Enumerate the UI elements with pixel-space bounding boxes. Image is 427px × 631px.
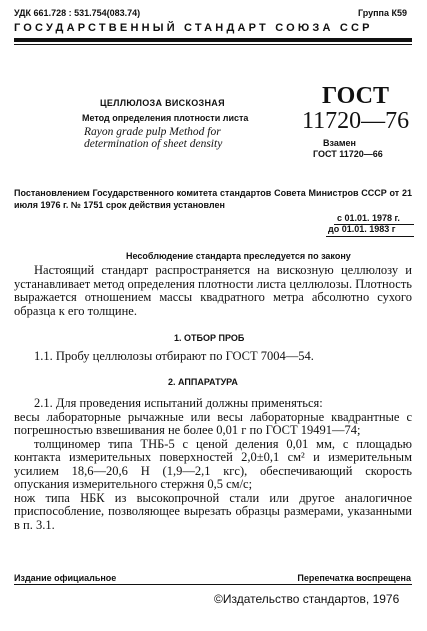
standard-banner: ГОСУДАРСТВЕННЫЙ СТАНДАРТ СОЮЗА ССР <box>14 22 373 34</box>
official-edition-label: Издание официальное <box>14 573 117 583</box>
validity-to: до 01.01. 1983 г <box>328 224 396 234</box>
footer-rule <box>14 584 412 585</box>
non-observance-notice: Несоблюдение стандарта преследуется по закону <box>126 251 351 261</box>
section-2-paragraph-3: толщиномер типа ТНБ-5 с ценой деления 0,01 мм, с площадью контакта измерительных поверхностей 2,0±0,1 см² и измерительным усилием 18,6—20,6 Н (1,9—2,1 кгс), обеспечивающий скорость опускания измерительного стержня 0,5 см/с; <box>14 436 412 491</box>
decree-text: Постановлением Государственного комитета стандартов Совета Министров СССР от 21 июля 1976 г. № 1751 срок действия установлен <box>14 188 412 210</box>
section-2-heading: 2. АППАРАТУРА <box>168 377 238 387</box>
replaces-value: ГОСТ 11720—66 <box>313 149 383 159</box>
english-title-line-2: determination of sheet density <box>84 138 223 150</box>
section-2-paragraph-1: 2.1. Для проведения испытаний должны применяться: <box>34 396 323 410</box>
english-title-line-1: Rayon grade pulp Method for <box>84 126 221 138</box>
publisher-copyright: ©Издательство стандартов, 1976 <box>214 592 400 606</box>
intro-paragraph: Настоящий стандарт распространяется на вискозную целлюлозу и устанавливает метод определения плотности листа целлюлозы. Плотность выражается отношением массы квадратного метра абсолютно сухого образца к его толщине. <box>14 263 412 318</box>
validity-from: с 01.01. 1978 г. <box>337 213 400 223</box>
replaces-label: Взамен <box>323 138 356 148</box>
section-2-paragraph-2: весы лабораторные рычажные или весы лабораторные квадрантные с погрешностью взвешивания не более 0,01 г по ГОСТ 19491—74; <box>14 409 412 437</box>
document-subtitle: Метод определения плотности листа <box>82 113 249 123</box>
header-rule-thin <box>14 44 412 45</box>
header-rule-thick <box>14 38 412 42</box>
english-title <box>84 126 264 150</box>
gost-number: 11720—76 <box>302 108 410 134</box>
section-1-paragraph: 1.1. Пробу целлюлозы отбирают по ГОСТ 7004—54. <box>34 349 314 363</box>
gost-label: ГОСТ <box>322 83 389 109</box>
section-2-paragraph-4: нож типа НБК из высокопрочной стали или другое аналогичное приспособление, позволяющее вырезать образцы размерами, указанными в п. 3.1. <box>14 490 412 532</box>
udk-code: УДК 661.728 : 531.754(083.74) <box>14 8 141 18</box>
reprint-prohibited-label: Перепечатка воспрещена <box>297 573 411 583</box>
validity-to-underline <box>326 236 414 237</box>
section-1-heading: 1. ОТБОР ПРОБ <box>174 333 245 343</box>
document-title: ЦЕЛЛЮЛОЗА ВИСКОЗНАЯ <box>100 98 225 108</box>
section-2-body <box>14 397 412 532</box>
group-code: Группа К59 <box>357 8 407 18</box>
